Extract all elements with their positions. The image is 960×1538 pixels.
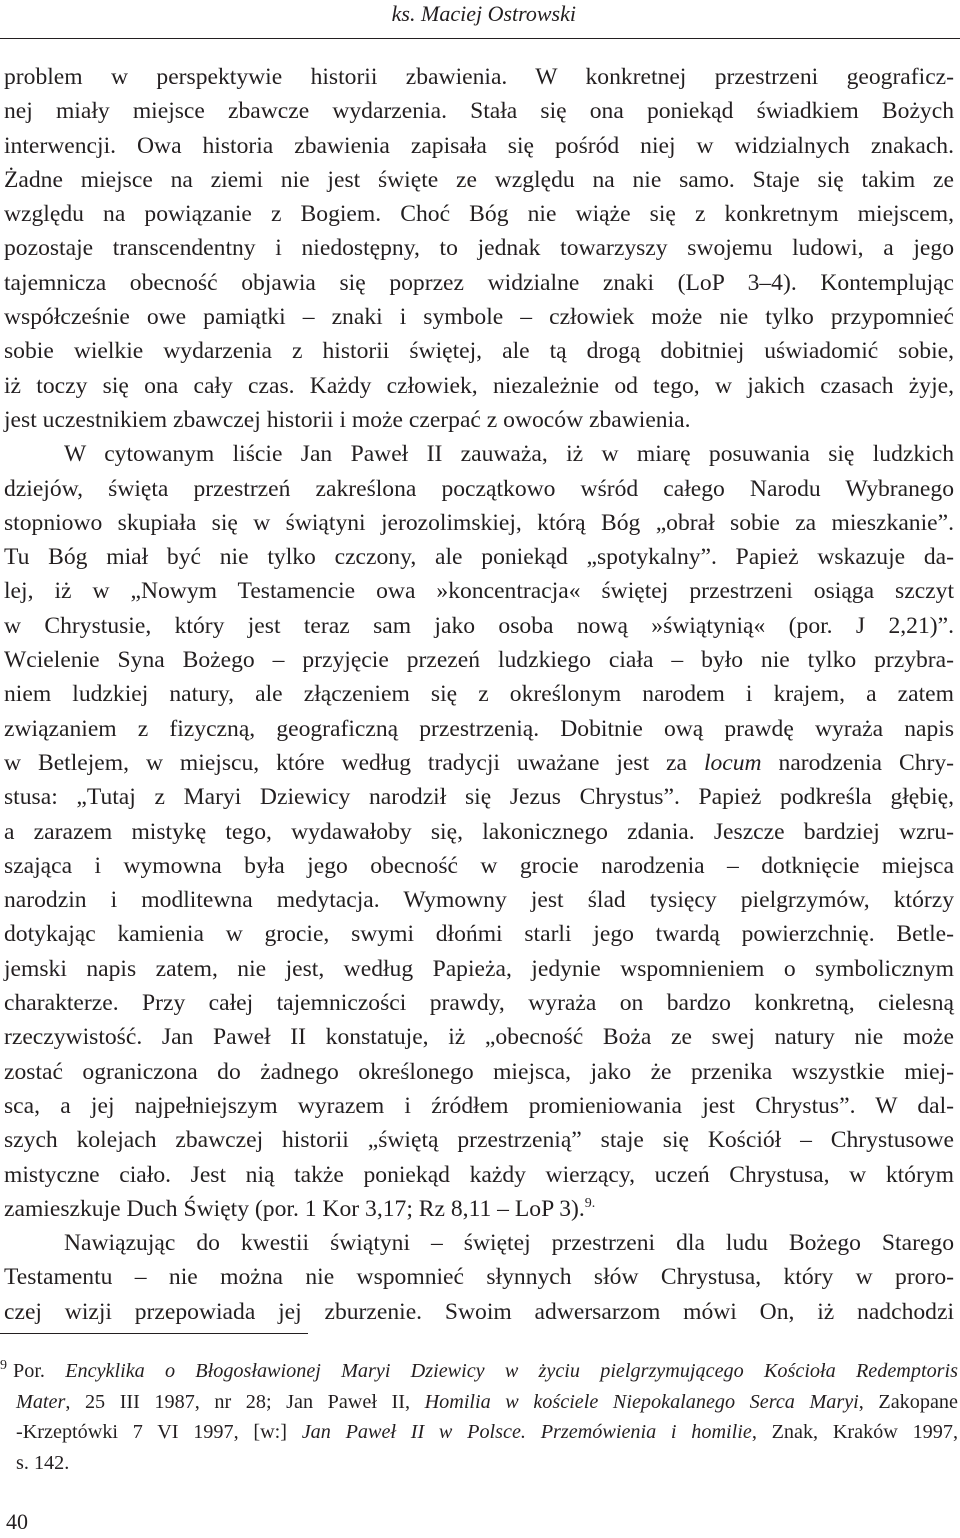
body-text (4, 60, 954, 1329)
text-line: w Chrystusie, który jest teraz sam jako osoba nową »świątynią« (por. J 2,21)”. (4, 612, 954, 639)
footnote-line (0, 1356, 958, 1387)
text-line: sca, a jej najpełniejszym wyrazem i źródłem promieniowania jest Chrystus”. W dal- (4, 1092, 954, 1119)
text-line: mistyczne ciało. Jest nią także poniekąd każdy wierzący, uczeń Chrystusa, w którym (4, 1161, 954, 1188)
italic-title: Homilia w kościele Niepokalanego Serca Maryi (424, 1390, 859, 1413)
text-line-indented: Nawiązując do kwestii świątyni – świętej przestrzeni dla ludu Bożego Starego (64, 1230, 954, 1257)
text-line: stopniowo skupiała się w świątyni jerozolimskiej, którą Bóg „obrał sobie za mieszkanie”. (4, 509, 954, 536)
italic-title: Mater (16, 1390, 66, 1413)
text-line: Żadne miejsce na ziemi nie jest święte ze względu na nie samo. Staje się takim ze (4, 166, 954, 193)
text-line: szych kolejach zbawczej historii „świętą przestrzenią” staje się Kościół – Chrystusowe (4, 1127, 954, 1154)
text-line: jemski napis zatem, nie jest, według Papieża, jedynie wspomnieniem o symbolicznym (4, 955, 954, 982)
text-line-indented: W cytowanym liście Jan Paweł II zauważa, iż w miarę posuwania się ludzkich (64, 441, 954, 468)
text-line: stusa: „Tutaj z Maryi Dziewicy narodził się Jezus Chrystus”. Papież podkreśla głębię, (4, 784, 954, 811)
header-rule (0, 38, 960, 39)
running-head: ks. Maciej Ostrowski (391, 1, 576, 26)
text-line: Tu Bóg miał być nie tylko czczony, ale poniekąd „spotykalny”. Papież wskazuje da- (4, 544, 954, 571)
footnote-number: 9 (0, 1358, 7, 1374)
footnote (0, 1356, 958, 1479)
text-line: zostać ograniczona do żadnego określonego miejsca, jako że przenika wszystkie miej- (4, 1058, 954, 1085)
text-line: Testamentu – nie można nie wspomnieć słynnych słów Chrystusa, który w proro- (4, 1264, 954, 1291)
text-line: pozostaje transcendentny i niedostępny, to jednak towarzyszy swojemu ludowi, a jego (4, 235, 954, 262)
text-segment: Por. (13, 1360, 66, 1382)
text-line: lej, iż w „Nowym Testamencie owa »koncentracja« świętej przestrzeni osiąga szczyt (4, 578, 954, 605)
text-line-with-ref (4, 1192, 954, 1226)
text-segment: -Krzeptówki 7 VI 1997, [w:] (16, 1421, 302, 1444)
text-line: a zarazem mistykę tego, wydawałoby się, lakonicznego zdania. Jeszcze bardziej wzru- (4, 818, 954, 845)
footnote-line (0, 1387, 958, 1418)
text-line: jest uczestnikiem zbawczej historii i może czerpać z owoców zbawienia. (4, 406, 691, 433)
text-line: iż toczy się ona cały czas. Każdy człowiek, niezależnie od tego, w jakich czasach żyje, (4, 372, 954, 399)
text-line: względu na powiązanie z Bogiem. Choć Bóg nie wiąże się z konkretnym miejscem, (4, 201, 954, 228)
footnote-reference[interactable]: 9. (584, 1195, 596, 1211)
text-line: interwencji. Owa historia zbawienia zapisała się pośród niej w widzialnych znakach. (4, 132, 954, 159)
text-line: rzeczywistość. Jan Paweł II konstatuje, iż „obecność Boża ze swej natury nie może (4, 1024, 954, 1051)
text-line: problem w perspektywie historii zbawienia. W konkretnej przestrzeni geograficz- (4, 64, 954, 90)
text-line: współcześnie owe pamiątki – znaki i symbole – człowiek może nie tylko przypomnieć (4, 304, 954, 331)
italic-term: locum (703, 749, 762, 776)
text-line: dotykając kamienia w grocie, swymi dłońmi starli jego twardą powierzchnię. Betle- (4, 921, 954, 948)
text-line: nej miały miejsce zbawcze wydarzenia. Stała się ona poniekąd świadkiem Bożych (4, 98, 954, 125)
text-segment: w Betlejem, w miejscu, które według tradycji uważane jest za (4, 749, 704, 776)
italic-title: Jan Paweł II w Polsce. Przemówienia i homilie (301, 1421, 752, 1444)
text-line: charakterze. Przy całej tajemniczości prawdy, wyraża on bardzo konkretną, cielesną (4, 990, 954, 1017)
text-line: tajemnicza obecność objawia się poprzez widzialne znaki (LoP 3–4). Kontemplując (4, 269, 954, 296)
text-segment: narodzenia Chry- (761, 749, 954, 776)
text-line: narodzin i modlitewna medytacja. Wymowny jest ślad tysięcy pielgrzymów, którzy (4, 887, 954, 914)
italic-title: Encyklika o Błogosławionej Maryi Dziewicy w życiu pielgrzymującego Kościoła Redemptoris (65, 1360, 958, 1382)
footnote-rule (0, 1333, 308, 1334)
text-line: czej wizji przepowiada jej zburzenie. Swoim adwersarzom mówi On, iż nadchodzi (4, 1298, 954, 1325)
text-line-betlejem (4, 746, 954, 780)
text-segment: zamieszkuje Duch Święty (por. 1 Kor 3,17; Rz 8,11 – LoP 3). (4, 1195, 585, 1222)
text-line: szająca i wymowna była jego obecność w grocie narodzenia – dotknięcie miejsca (4, 852, 954, 879)
text-line: sobie wielkie wydarzenia z historii świętej, ale tą drogą dobitniej uświadomić sobie, (4, 338, 954, 365)
text-segment: , 25 III 1987, nr 28; Jan Paweł II, (65, 1390, 425, 1413)
footnote-line (0, 1417, 958, 1448)
text-line: związaniem z fizyczną, geograficzną przestrzenią. Dobitnie ową prawdę wyraża napis (4, 715, 954, 742)
text-line: Wcielenie Syna Bożego – przyjęcie przezeń ludzkiego ciała – było nie tylko przybra- (4, 647, 954, 674)
text-segment: , Znak, Kraków 1997, (751, 1421, 958, 1444)
page-number: 40 (6, 1509, 28, 1534)
text-line: niem ludzkiej natury, ale złączeniem się z określonym narodem i krajem, a zatem (4, 681, 954, 708)
text-segment: , Zakopane (858, 1390, 958, 1413)
text-line: dziejów, święta przestrzeń zakreślona początkowo wśród całego Narodu Wybranego (4, 475, 954, 502)
footnote-line: s. 142. (16, 1452, 70, 1475)
